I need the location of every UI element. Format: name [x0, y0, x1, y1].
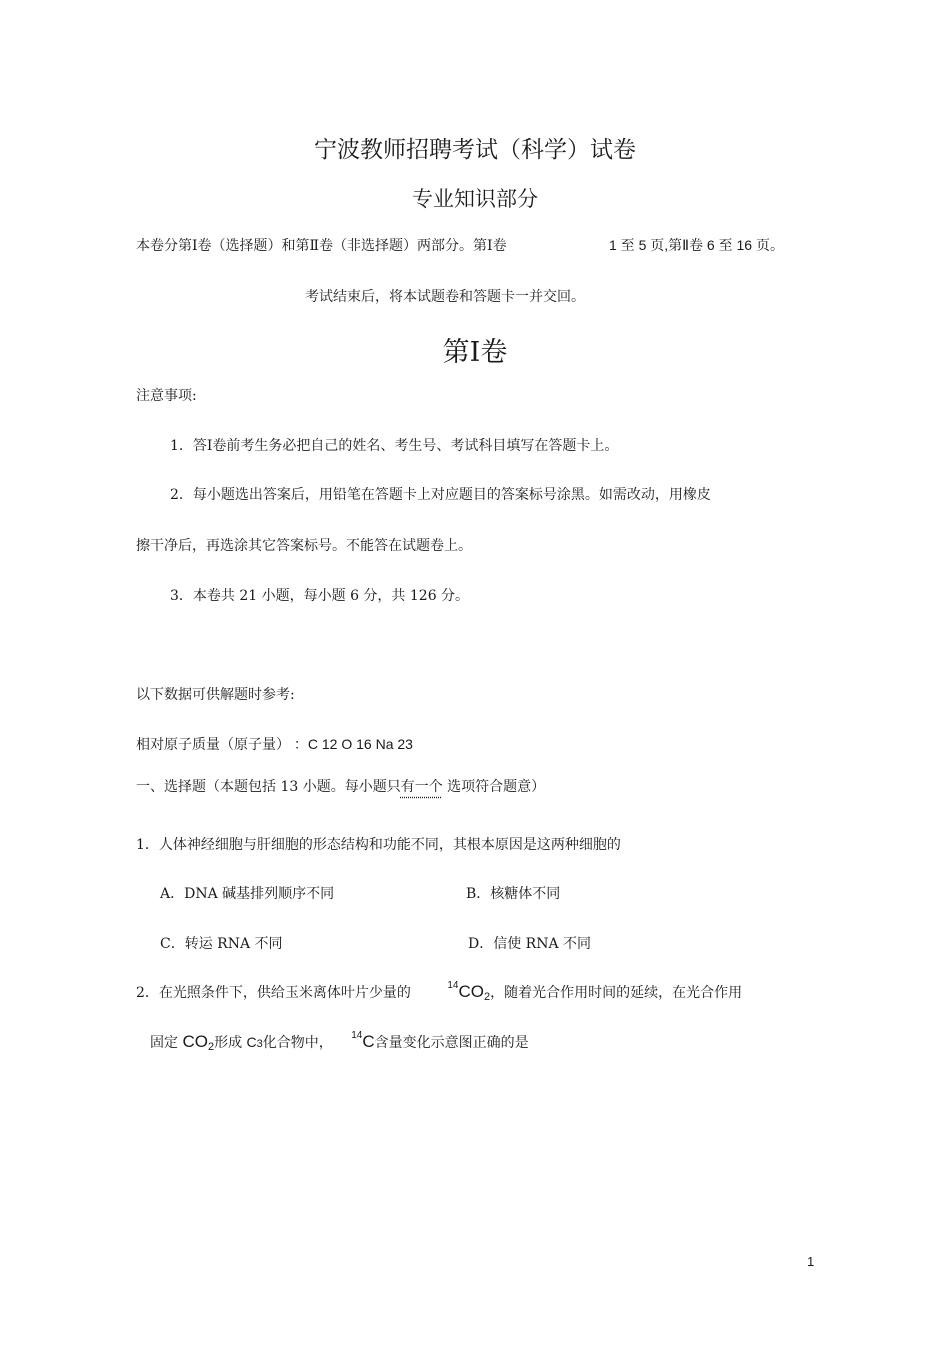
notes-item-2: 2．每小题选出答案后，用铅笔在答题卡上对应题目的答案标号涂黑。如需改动，用橡皮 [170, 487, 711, 503]
page-number: 1 [807, 1254, 815, 1269]
question-2-stem-b: ，随着光合作用时间的延续，在光合作用 [490, 985, 743, 1001]
question-1-stem: 1．人体神经细胞与肝细胞的形态结构和功能不同，其根本原因是这两种细胞的 [136, 837, 621, 853]
isotope-mass-number-2: 14 [351, 1030, 363, 1041]
co2-subscript-2: 2 [207, 1041, 215, 1053]
reference-heading: 以下数据可供解题时参考: [136, 687, 295, 703]
notes-heading: 注意事项: [136, 388, 197, 404]
exam-title: 宁波教师招聘考试（科学）试卷 [314, 137, 636, 163]
co2-formula-2: CO [182, 1032, 208, 1051]
notes-item-3: 3．本卷共 21 小题，每小题 6 分，共 126 分。 [170, 588, 470, 604]
atomic-masses-values: ：C 12 O 16 Na 23 [290, 736, 413, 752]
question-2-line-2-b: 形成 [214, 1035, 243, 1051]
part-1-heading-b: 选项符合题意） [442, 779, 546, 795]
intro-line-2: 考试结束后，将本试题卷和答题卡一并交回。 [305, 289, 585, 305]
question-2-stem [136, 980, 742, 1003]
atomic-masses-label: 相对原子质量（原子量） [136, 737, 290, 753]
co2-subscript: 2 [483, 991, 491, 1003]
question-2-line-2-d: 含量变化示意图正确的是 [374, 1035, 529, 1051]
question-2-line-2 [150, 1030, 529, 1053]
c3-subscript: 3 [256, 1038, 263, 1050]
intro-line-1-pages: 1 至 5 页,第Ⅱ卷 6 至 16 页。 [609, 237, 784, 253]
question-2-stem-a: 2．在光照条件下，供给玉米离体叶片少量的 [136, 985, 411, 1001]
co2-formula: CO [458, 982, 484, 1001]
atomic-masses [136, 734, 413, 754]
isotope-mass-number: 14 [447, 980, 459, 991]
intro-line-1-part-a: 本卷分第Ⅰ卷（选择题）和第Ⅱ卷（非选择题）两部分。第Ⅰ卷 [136, 238, 507, 254]
intro-line-1 [136, 235, 507, 255]
question-1-option-b: B．核糖体不同 [466, 886, 561, 902]
question-1-option-c: C．转运 RNA 不同 [160, 936, 283, 952]
question-2-line-2-a: 固定 [150, 1035, 178, 1051]
c3-formula: C [246, 1034, 257, 1050]
part-1-heading-a: 一、选择题（本题包括 13 小题。每小题只 [136, 779, 401, 795]
part-1-heading-emphasis: 有一个 [400, 779, 443, 795]
notes-item-1: 1．答Ⅰ卷前考生务必把自己的姓名、考生号、考试科目填写在答题卡上。 [170, 438, 619, 454]
question-2-line-2-c: 化合物中， [262, 1035, 333, 1051]
part-1-heading [136, 776, 545, 796]
notes-item-2-continued: 擦干净后，再选涂其它答案标号。不能答在试题卷上。 [136, 538, 472, 554]
question-1-option-a: A．DNA 碱基排列顺序不同 [160, 886, 335, 902]
section-heading: 第Ⅰ卷 [442, 337, 508, 368]
carbon-symbol: C [362, 1032, 375, 1051]
exam-subtitle: 专业知识部分 [412, 187, 538, 211]
question-1-option-d: D．信使 RNA 不同 [468, 936, 592, 952]
